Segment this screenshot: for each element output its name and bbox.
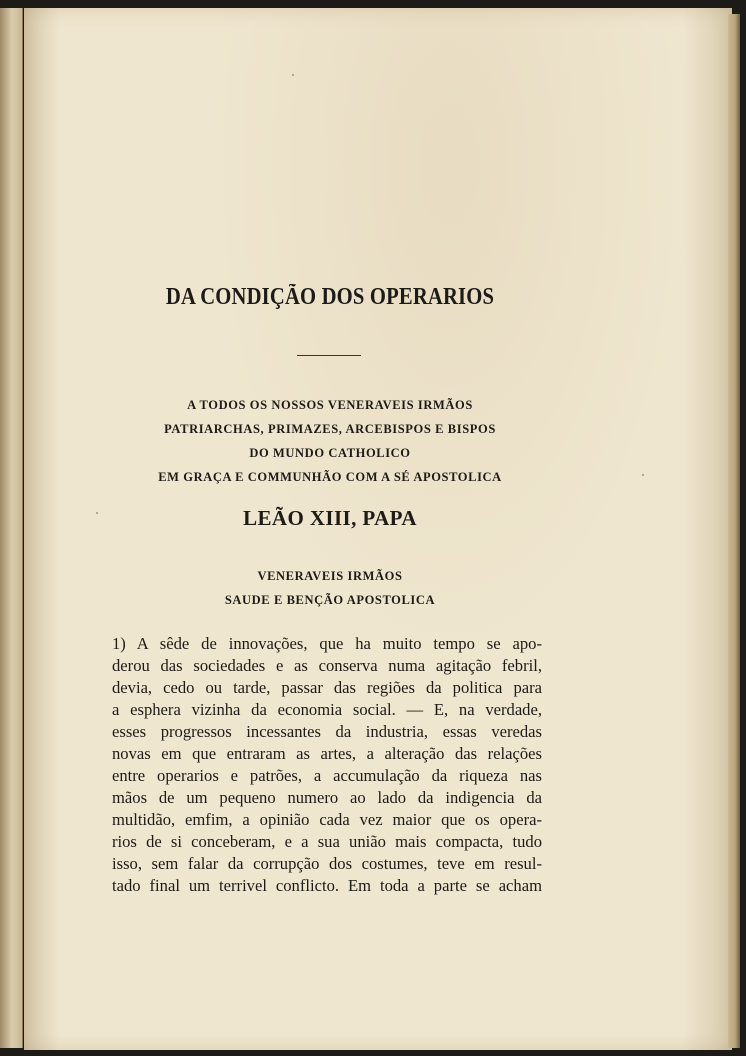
paragraph-line: tado final um terrivel conflicto. Em toda a parte se acham	[112, 876, 542, 895]
page-stack-edge	[728, 14, 740, 1048]
paragraph-line: mãos de um pequeno numero ao lado da indigencia da	[112, 788, 542, 807]
document-title: DA CONDIÇÃO DOS OPERARIOS	[165, 284, 495, 310]
paragraph-line: 1) A sêde de innovações, que ha muito tempo se apo-	[112, 634, 542, 653]
paper-speck	[292, 74, 294, 76]
paragraph-line: devia, cedo ou tarde, passar das regiões da politica para	[112, 678, 542, 697]
salutation-line: VENERAVEIS IRMÃOS	[257, 569, 403, 583]
address-line: EM GRAÇA E COMMUNHÃO COM A SÉ APOSTOLICA	[158, 470, 502, 484]
address-line: A TODOS OS NOSSOS VENERAVEIS IRMÃOS	[187, 398, 473, 412]
paragraph-line: novas em que entraram as artes, a alteração das relações	[112, 744, 542, 763]
paragraph-line: multidão, emfim, a opinião cada vez maior que os opera-	[112, 810, 542, 829]
paragraph-line: a esphera vizinha da economia social. — E, na verdade,	[112, 700, 542, 719]
paragraph-line: derou das sociedades e as conserva numa agitação febril,	[112, 656, 542, 675]
paragraph-line: entre operarios e patrões, a accumulação da riqueza nas	[112, 766, 542, 785]
paragraph-line: rios de si conceberam, e a sua união mais compacta, tudo	[112, 832, 542, 851]
author-line: LEÃO XIII, PAPA	[243, 506, 417, 530]
paragraph-line: isso, sem falar da corrupção dos costumes, teve em resul-	[112, 854, 542, 873]
address-line: DO MUNDO CATHOLICO	[249, 446, 411, 460]
facing-page-edge	[0, 8, 23, 1048]
title-rule	[297, 355, 361, 356]
salutation-line: SAUDE E BENÇÃO APOSTOLICA	[224, 593, 436, 607]
address-line: PATRIARCHAS, PRIMAZES, ARCEBISPOS E BISPOS	[164, 422, 496, 436]
paragraph-line: esses progressos incessantes da industria, essas veredas	[112, 722, 542, 741]
paper-speck	[642, 474, 644, 476]
paper-speck	[96, 512, 98, 514]
